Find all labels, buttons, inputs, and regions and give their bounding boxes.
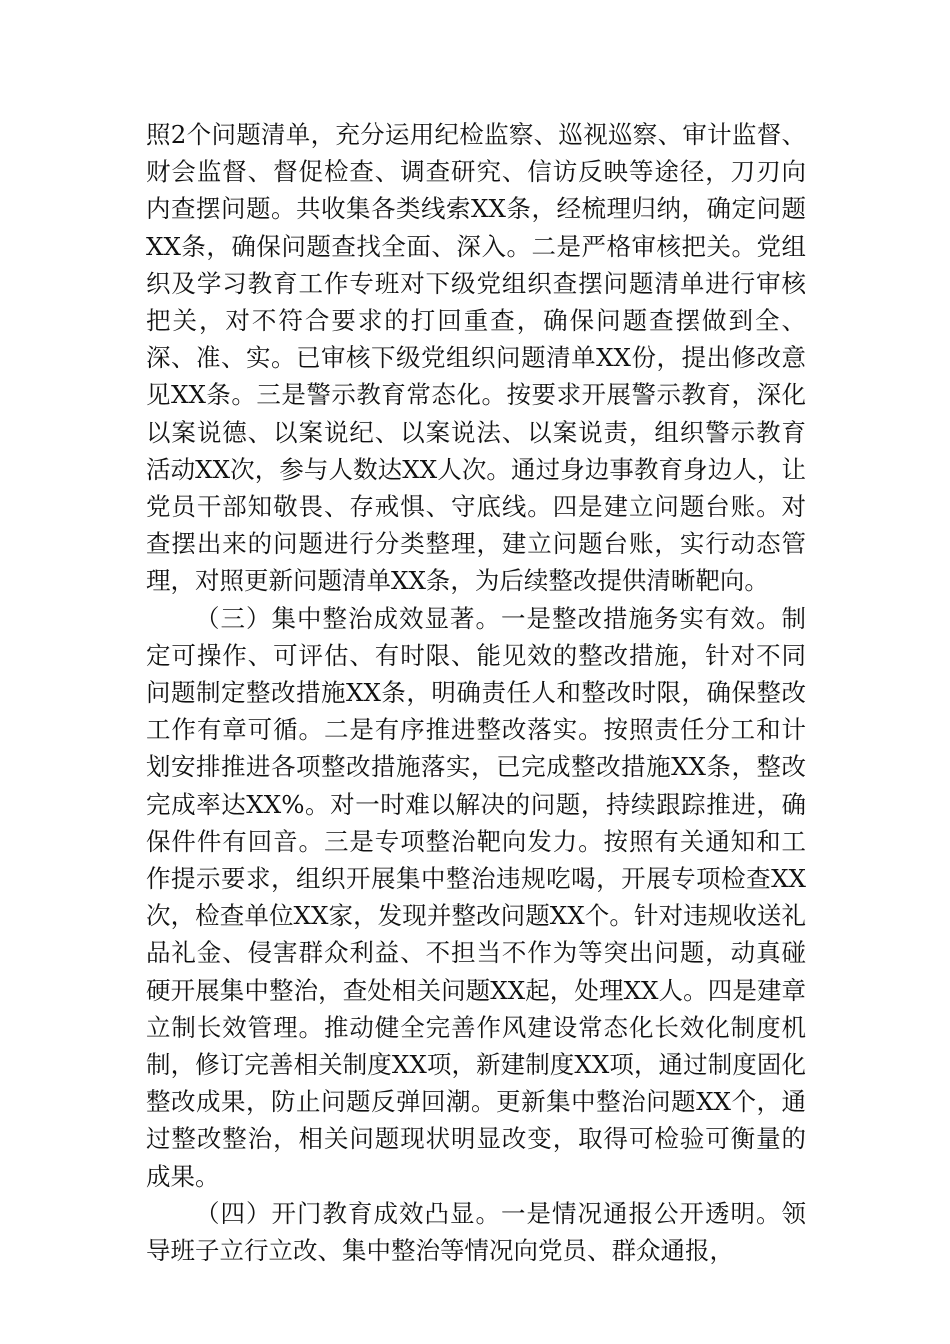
- section-heading-4: （四）开门教育成效凸显。: [195, 1198, 501, 1228]
- section-heading-3: （三）集中整治成效显著。: [195, 603, 501, 633]
- paragraph-1-text: 照2个问题清单，充分运用纪检监察、巡视巡察、审计监督、财会监督、督促检查、调查研究、信访反映等途径，刀刃向内查摆问题。共收集各类线索XX条，经梳理归纳，确定问题XX条，确保问题查找全面、深入。二是严格审核把关。党组织及学习教育工作专班对下级党组织查摆问题清单进行审核把关，对不符合要求的打回重查，确保问题查摆做到全、深、准、实。已审核下级党组织问题清单XX份，提出修改意见XX条。三是警示教育常态化。按要求开展警示教育，深化以案说德、以案说纪、以案说法、以案说责，组织警示教育活动XX次，参与人数达XX人次。通过身边事教育身边人，让党员干部知敬畏、存戒惧、守底线。四是建立问题台账。对查摆出来的问题进行分类整理，建立问题台账，实行动态管理，对照更新问题清单XX条，为后续整改提供清晰靶向。: [146, 120, 806, 596]
- paragraph-2-text: 一是整改措施务实有效。制定可操作、可评估、有时限、能见效的整改措施，针对不同问题制定整改措施XX条，明确责任人和整改时限，确保整改工作有章可循。二是有序推进整改落实。按照责任分工和计划安排推进各项整改措施落实，已完成整改措施XX条，整改完成率达XX%。对一时难以解决的问题，持续跟踪推进，确保件件有回音。三是专项整治靶向发力。按照有关通知和工作提示要求，组织开展集中整治违规吃喝，开展专项检查XX次，检查单位XX家，发现并整改问题XX个。针对违规收送礼品礼金、侵害群众利益、不担当不作为等突出问题，动真碰硬开展集中整治，查处相关问题XX起，处理XX人。四是建章立制长效管理。推动健全完善作风建设常态化长效化制度机制，修订完善相关制度XX项，新建制度XX项，通过制度固化整改成果，防止问题反弹回潮。更新集中整治问题XX个，通过整改整治，相关问题现状明显改变，取得可检验可衡量的成果。: [146, 603, 806, 1191]
- paragraph-1: [146, 116, 806, 600]
- paragraph-2: [146, 600, 806, 1195]
- document-page: [146, 116, 806, 1269]
- paragraph-3: [146, 1195, 806, 1269]
- paragraph-3-text: 一是情况通报公开透明。领导班子立行立改、集中整治等情况向党员、群众通报，: [146, 1198, 806, 1266]
